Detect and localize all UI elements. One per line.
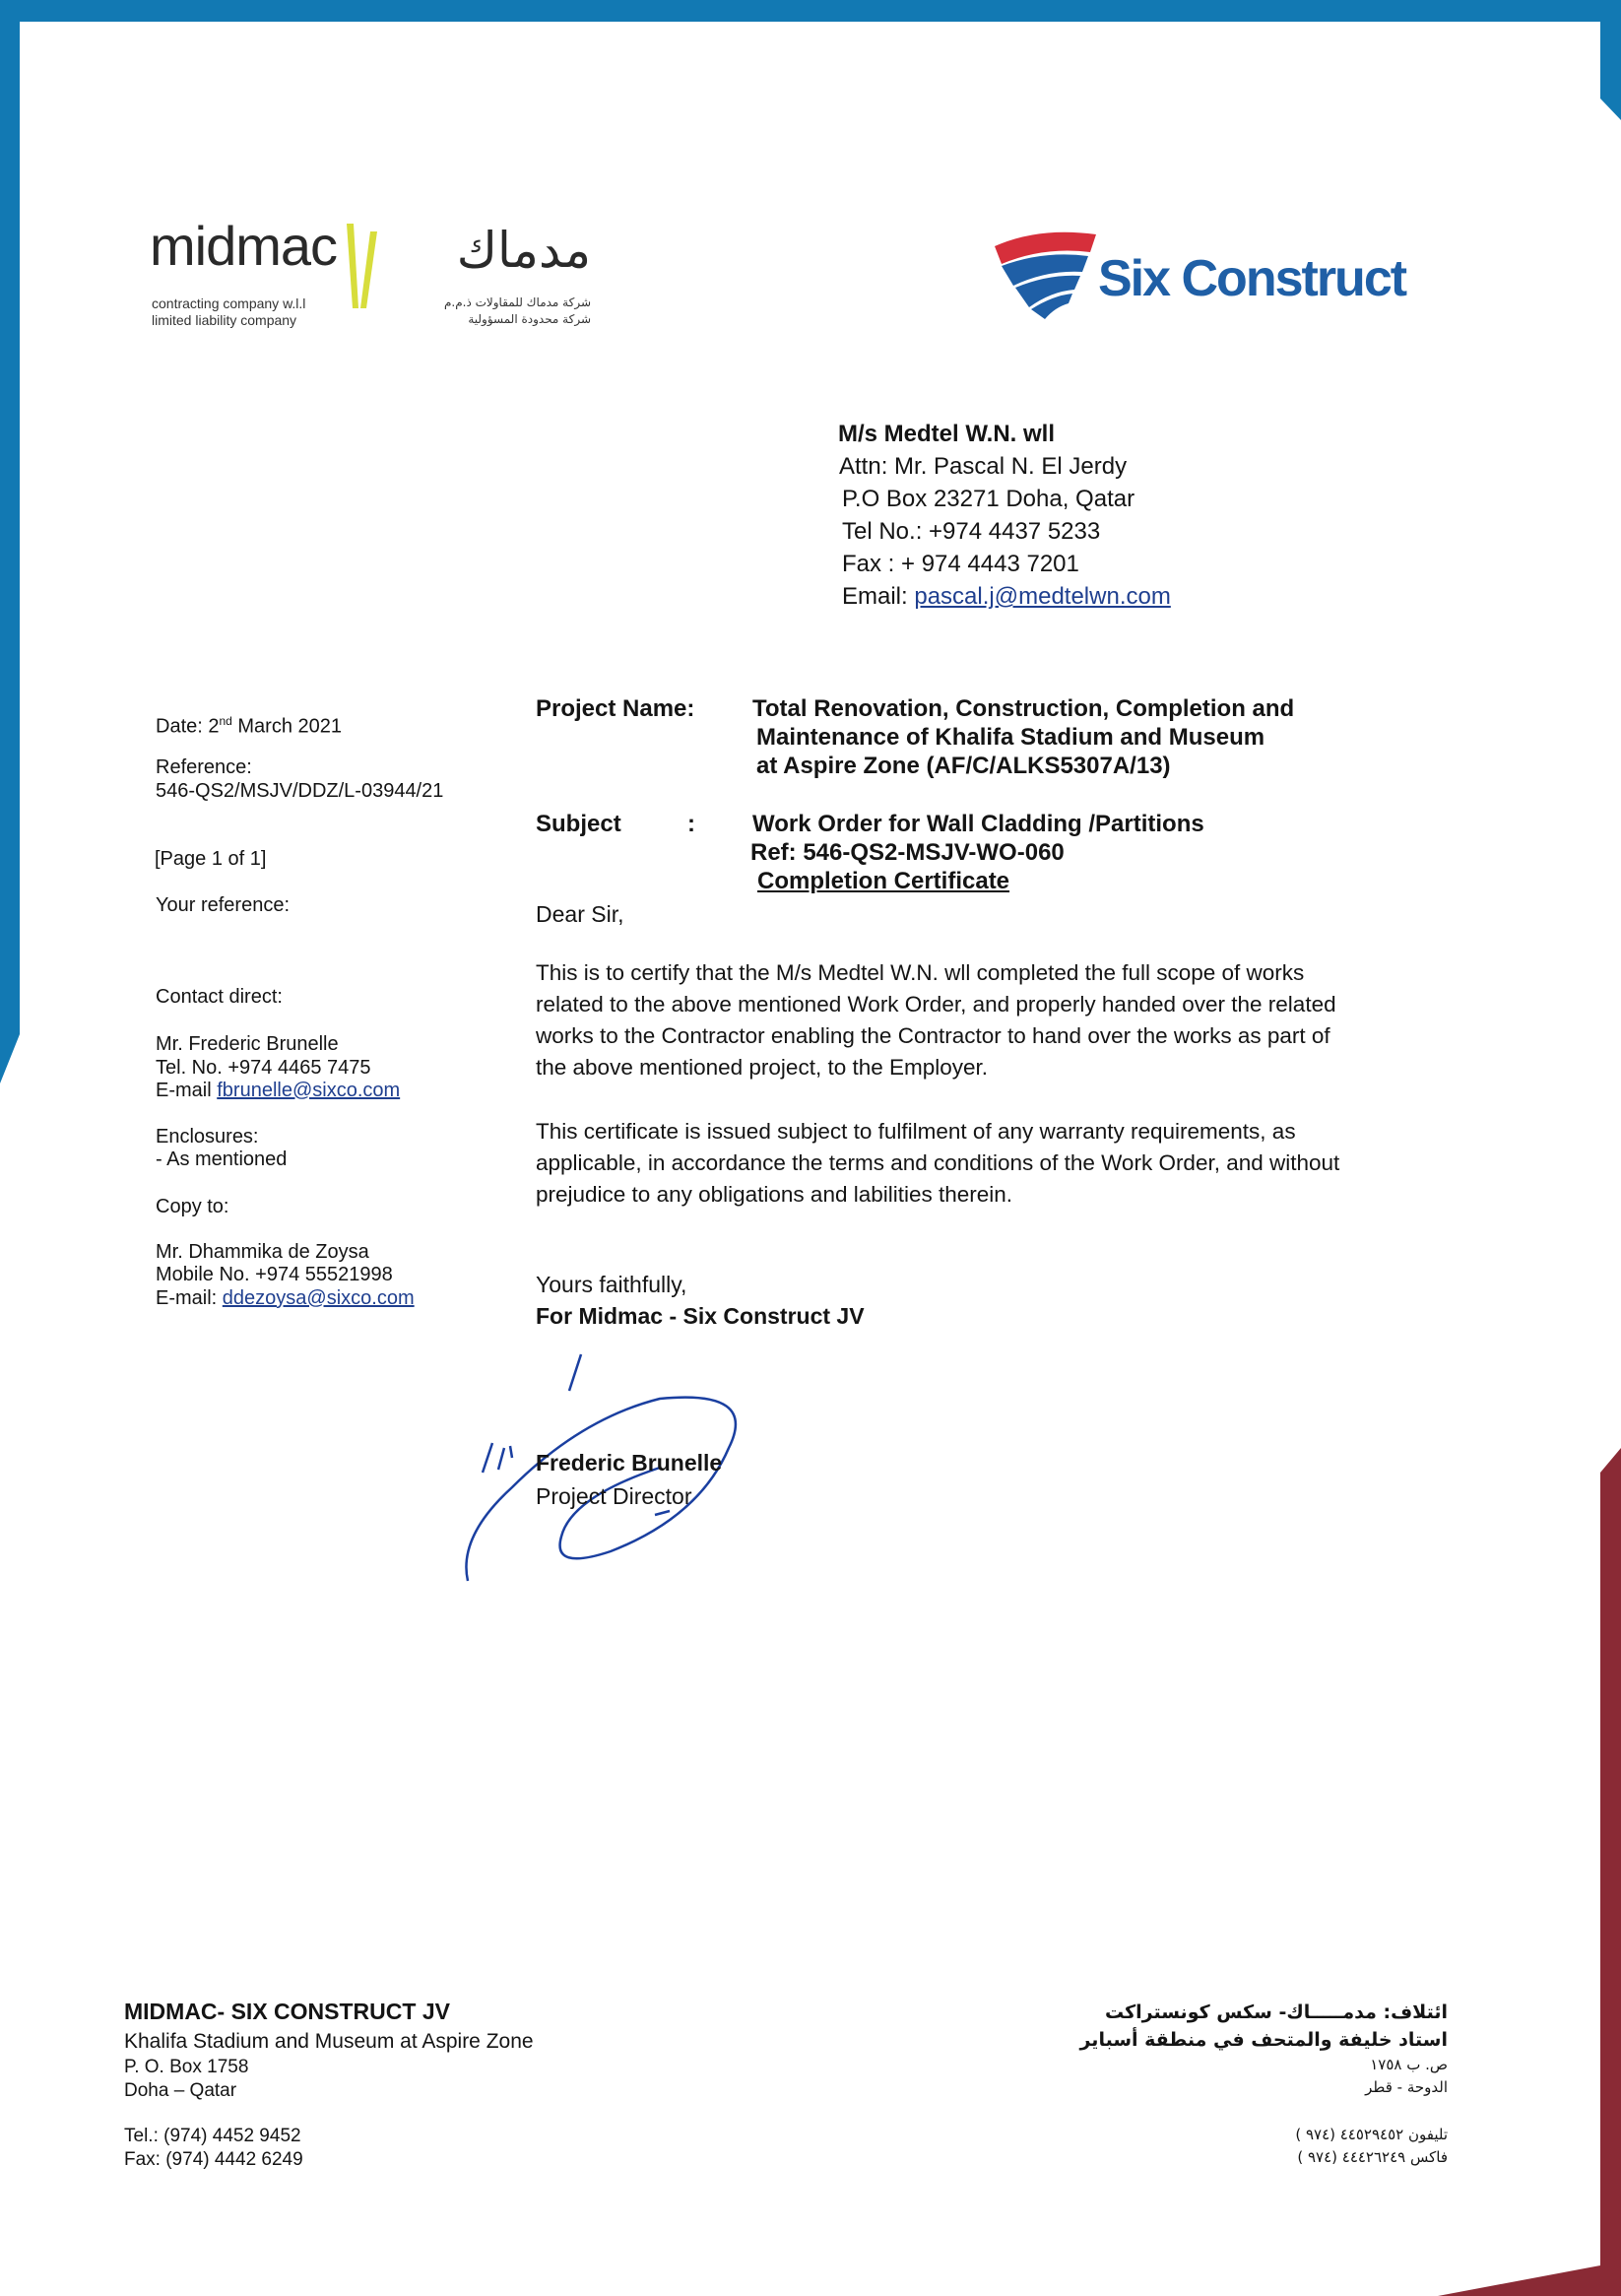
footer-address-2: P. O. Box 1758 [124, 2057, 249, 2077]
subject-colon: : [687, 811, 695, 837]
midmac-logo [150, 217, 603, 335]
subject-line-1: Work Order for Wall Cladding /Partitions [752, 811, 1204, 837]
date-suffix: nd [219, 714, 232, 728]
reference-label: Reference: [156, 756, 252, 778]
midmac-subtitle-1: contracting company w.l.l [152, 295, 306, 311]
footer-address-1: Khalifa Stadium and Museum at Aspire Zone [124, 2030, 534, 2053]
date-rest: March 2021 [231, 715, 343, 738]
recipient-fax: Fax : + 974 4443 7201 [842, 551, 1079, 577]
paragraph-1 [536, 957, 1406, 1083]
page-number: [Page 1 of 1] [155, 848, 267, 870]
paragraph-2 [536, 1116, 1406, 1211]
midmac-subtitle-2: limited liability company [152, 312, 297, 328]
contact-direct-label: Contact direct: [156, 986, 283, 1008]
your-reference-label: Your reference: [156, 894, 291, 916]
closing-organization: For Midmac - Six Construct JV [536, 1303, 865, 1329]
footer-address-3: Doha – Qatar [124, 2080, 237, 2101]
copy-to-label: Copy to: [156, 1196, 229, 1217]
subject-line-2: Ref: 546-QS2-MSJV-WO-060 [750, 839, 1065, 866]
copy-mobile: Mobile No. +974 55521998 [156, 1264, 393, 1285]
footer-arabic-fax: فاكس ٤٤٤٢٦٢٤٩ (٩٧٤ ) [1297, 2148, 1448, 2166]
project-name-line-3: at Aspire Zone (AF/C/ALKS5307A/13) [756, 753, 1171, 779]
recipient-email-label: Email: [842, 583, 915, 610]
copy-email-label: E-mail: [156, 1287, 223, 1309]
footer-arabic-company: ائتلاف: مدمـــــاك- سكس كونستراكت [1104, 2001, 1448, 2023]
paragraph-2-line: This certificate is issued subject to fulfilment of any warranty requirements, as [536, 1119, 1296, 1144]
footer-company: MIDMAC- SIX CONSTRUCT JV [124, 1999, 450, 2024]
contact-email-line [156, 1079, 400, 1102]
footer-arabic-address-1: استاد خليفة والمتحف في منطقة أسباير [1079, 2029, 1448, 2051]
recipient-email-link[interactable]: pascal.j@medtelwn.com [914, 583, 1171, 610]
contact-tel: Tel. No. +974 4465 7475 [156, 1057, 371, 1079]
signatory-name: Frederic Brunelle [536, 1450, 723, 1476]
enclosures-value: - As mentioned [156, 1148, 288, 1170]
footer-fax: Fax: (974) 4442 6249 [124, 2149, 303, 2170]
six-construct-wordmark: Six Construct [1098, 250, 1406, 307]
six-construct-emblem [990, 227, 1098, 320]
midmac-wordmark: midmac [150, 215, 338, 277]
project-name-line-2: Maintenance of Khalifa Stadium and Museum [756, 724, 1265, 751]
project-name-line-1: Total Renovation, Construction, Completion and [752, 695, 1295, 722]
closing: Yours faithfully, [536, 1272, 687, 1297]
recipient-pobox: P.O Box 23271 Doha, Qatar [842, 486, 1135, 512]
midmac-arabic-subtitle-2: شركة محدودة المسؤولية [468, 312, 591, 326]
recipient-tel: Tel No.: +974 4437 5233 [842, 518, 1101, 545]
blue-frame-band [0, 0, 1621, 1083]
enclosures-label: Enclosures: [156, 1126, 259, 1148]
signatory-title: Project Director [536, 1483, 692, 1509]
reference-value: 546-QS2/MSJV/DDZ/L-03944/21 [156, 780, 444, 802]
date-label: Date: 2 [156, 715, 220, 738]
salutation: Dear Sir, [536, 901, 624, 927]
footer-arabic-tel: تليفون ٤٤٥٢٩٤٥٢ (٩٧٤ ) [1295, 2126, 1448, 2143]
contact-email-link[interactable]: fbrunelle@sixco.com [217, 1080, 401, 1101]
recipient-attn: Attn: Mr. Pascal N. El Jerdy [839, 453, 1128, 480]
footer-arabic-address-2: ص. ب ١٧٥٨ [1370, 2056, 1448, 2073]
copy-email-link[interactable]: ddezoysa@sixco.com [222, 1287, 415, 1309]
contact-email-label: E-mail [156, 1080, 218, 1101]
subject-label: Subject [536, 811, 621, 837]
footer-tel: Tel.: (974) 4452 9452 [124, 2126, 301, 2146]
midmac-arabic-subtitle-1: شركة مدماك للمقاولات ذ.م.م [443, 295, 591, 309]
six-construct-logo [990, 227, 1406, 325]
letter-date [156, 709, 342, 739]
paragraph-1-line: related to the above mentioned Work Order, and properly handed over the related [536, 992, 1336, 1017]
subject-line-3: Completion Certificate [757, 868, 1010, 894]
copy-email-line [156, 1286, 415, 1310]
paragraph-1-line: the above mentioned project, to the Employer. [536, 1055, 989, 1080]
maroon-frame-band [1438, 1448, 1621, 2296]
midmac-arabic-wordmark: مدماك [456, 222, 591, 279]
project-name-label: Project Name: [536, 695, 695, 722]
recipient-email-line [842, 580, 1171, 613]
paragraph-1-line: works to the Contractor enabling the Contractor to hand over the works as part of [536, 1023, 1330, 1048]
recipient-company: M/s Medtel W.N. wll [838, 421, 1056, 447]
contact-name: Mr. Frederic Brunelle [156, 1033, 339, 1055]
copy-name: Mr. Dhammika de Zoysa [156, 1241, 369, 1263]
paragraph-1-line: This is to certify that the M/s Medtel W.N. wll completed the full scope of works [536, 960, 1305, 985]
midmac-yellow-mark [345, 222, 384, 310]
footer-arabic-address-3: الدوحة - قطر [1365, 2078, 1448, 2096]
paragraph-2-line: prejudice to any obligations and labilities therein. [536, 1182, 1013, 1207]
paragraph-2-line: applicable, in accordance the terms and conditions of the Work Order, and without [536, 1150, 1340, 1175]
